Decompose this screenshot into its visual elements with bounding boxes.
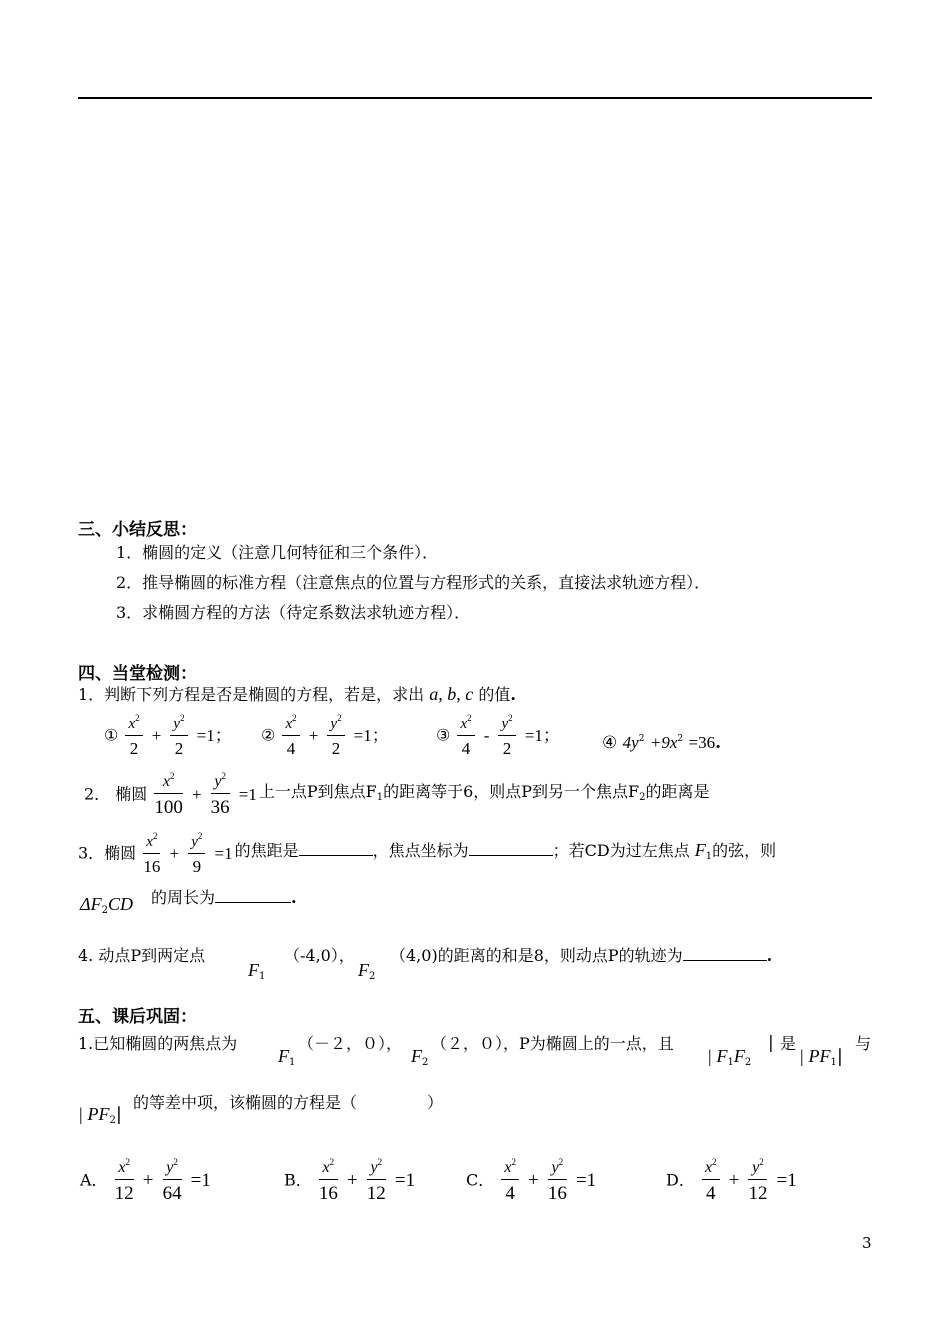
q5-1-abs1-end: | xyxy=(768,1033,774,1053)
q4-4-f2: $F_2$ xyxy=(358,960,376,982)
section3-item-3: 3．求椭圆方程的方法（待定系数法求轨迹方程）． xyxy=(116,603,471,622)
q4-1-option-4: ④ $4y^2 +9x^2 =36$. xyxy=(602,733,722,753)
answer-blank xyxy=(469,841,553,856)
q5-1-is: 是 xyxy=(780,1034,797,1053)
section3-heading: 三、小结反思： xyxy=(78,520,197,540)
choice-d[interactable]: D． $\frac{x^2}{4}$ + $\frac{y^2}{12}$ =1 xyxy=(666,1157,797,1204)
q4-4-c1: （-4,0）， xyxy=(284,946,355,965)
option-mark: ④ xyxy=(602,733,618,753)
q5-1-c1: （－２，０）， xyxy=(298,1034,403,1053)
choice-a[interactable]: A． $\frac{x^2}{12}$ + $\frac{y^2}{64}$ =1 xyxy=(80,1157,211,1204)
choice-b[interactable]: B． $\frac{x^2}{16}$ + $\frac{y^2}{12}$ =1 xyxy=(284,1157,416,1204)
q4-1-line xyxy=(78,683,516,706)
section4-heading: 四、当堂检测： xyxy=(78,664,197,684)
q4-4-f1: $F_1$ xyxy=(248,960,266,982)
header-rule xyxy=(78,97,872,99)
q5-1-abs1: | $F_1F_2$ xyxy=(707,1046,752,1068)
q5-1-text-a: 1.已知椭圆的两焦点为 xyxy=(78,1034,238,1053)
q4-1-text-a: 1．判断下列方程是否是椭圆的方程，若是，求出 xyxy=(78,685,425,704)
section3-item-1: 1．椭圆的定义（注意几何特征和三个条件）． xyxy=(116,543,439,562)
q5-1-text-b: 的等差中项，该椭圆的方程是（ ） xyxy=(133,1093,444,1112)
q4-3-line-2: $\Delta F_2CD$ xyxy=(80,894,133,916)
q4-1-option-1: ① $\frac{x^2}{2}$ + $\frac{y^2}{2}$ =1； xyxy=(104,713,232,758)
q4-3-line: 3．椭圆 $\frac{x^2}{16}$ + $\frac{y^2}{9}$ =1 的焦距是 ，焦点坐标为 ；若CD为过左焦点 $F_1$的弦，则 xyxy=(78,831,777,876)
q4-3-line-2b: 的周长为 . xyxy=(151,888,297,907)
q5-1-abs2: | $PF_1|$ xyxy=(799,1046,843,1068)
q4-1-end: . xyxy=(510,685,516,704)
q4-4-text-a: 4. 动点P到两定点 xyxy=(78,946,206,965)
q5-1-f1: $F_1$ xyxy=(278,1046,296,1068)
option-mark: ① xyxy=(104,725,119,745)
page-number: 3 xyxy=(862,1234,872,1252)
q4-2-line: 2． 椭圆 $\frac{x^2}{100}$ + $\frac{y^2}{36}$ =1 上一点P到焦点$F_1$的距离等于6，则点P到另一个焦点$F_2$的距离是 xyxy=(84,771,710,818)
q4-1-vars: a, b, c xyxy=(429,684,474,704)
q5-1-c2: （２，０），P为椭圆上的一点，且 xyxy=(431,1034,674,1053)
choice-c[interactable]: C． $\frac{x^2}{4}$ + $\frac{y^2}{16}$ =1 xyxy=(466,1157,597,1204)
answer-blank xyxy=(215,888,291,903)
option-mark: ③ xyxy=(436,725,451,745)
section5-heading: 五、课后巩固： xyxy=(78,1007,197,1027)
answer-blank xyxy=(683,946,767,961)
q4-1-option-3: ③ $\frac{x^2}{4}$ - $\frac{y^2}{2}$ =1； xyxy=(436,713,560,758)
answer-blank xyxy=(299,841,373,856)
q5-1-and: 与 xyxy=(855,1034,872,1053)
q4-1-text-b: 的值 xyxy=(478,685,511,704)
option-mark: ② xyxy=(261,725,276,745)
q4-1-option-2: ② $\frac{x^2}{4}$ + $\frac{y^2}{2}$ =1； xyxy=(261,713,389,758)
q5-1-f2: $F_2$ xyxy=(411,1046,429,1068)
q4-4-c2: （4,0)的距离的和是8，则动点P的轨迹为 . xyxy=(390,946,773,965)
section3-item-2: 2．推导椭圆的标准方程（注意焦点的位置与方程形式的关系，直接法求轨迹方程）． xyxy=(116,573,711,592)
q5-1-abs3: | $PF_2|$ xyxy=(78,1104,122,1126)
